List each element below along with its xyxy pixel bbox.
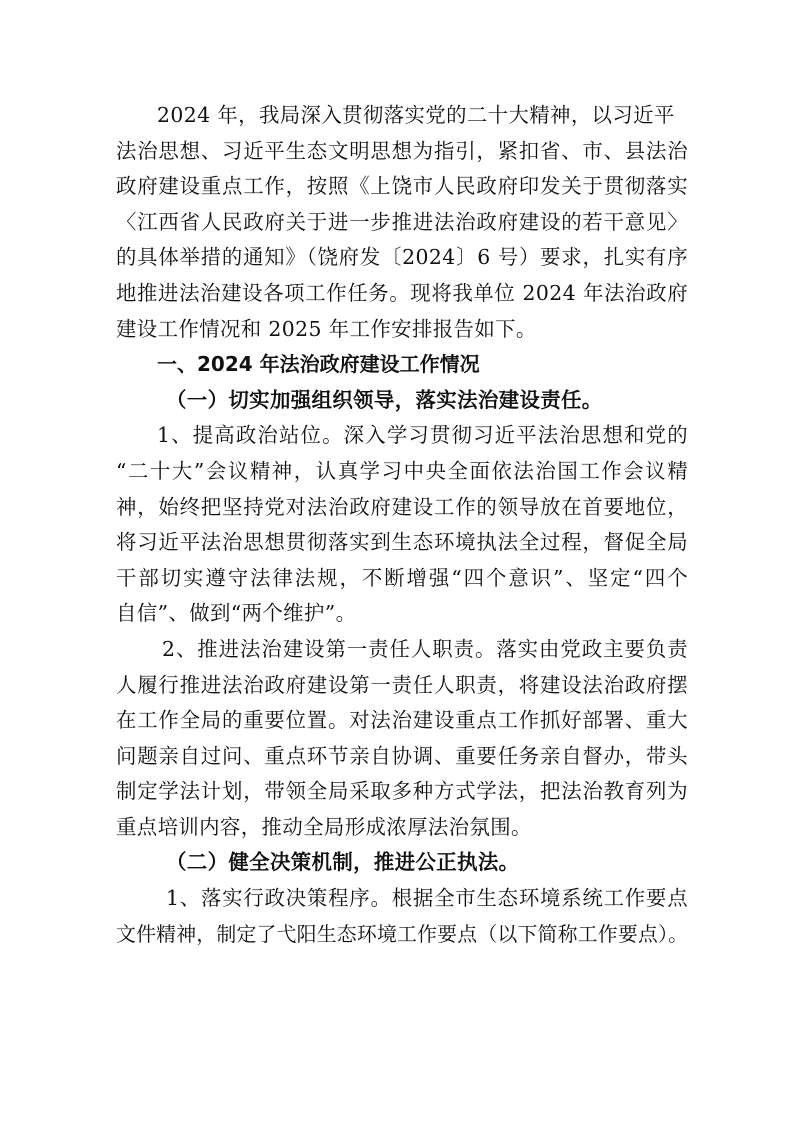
document-body bbox=[116, 98, 688, 952]
subsection-heading: （一）切实加强组织领导，落实法治建设责任。 bbox=[166, 387, 603, 412]
paragraph-line: 2024 年，我局深入贯彻落实党的二十大精神，以习近平 bbox=[157, 103, 675, 127]
paragraph-line: 建设工作情况和 2025 年工作安排报告如下。 bbox=[116, 316, 537, 341]
paragraph-line: 问题亲自过问、重点环节亲自协调、重要任务亲自督办，带头 bbox=[116, 743, 688, 768]
paragraph-line: 的具体举措的通知》（饶府发〔2024〕6 号）要求，扎实有序 bbox=[116, 245, 688, 270]
paragraph-line: 1、提高政治站位。深入学习贯彻习近平法治思想和党的 bbox=[157, 423, 688, 448]
paragraph-line: 在工作全局的重要位置。对法治建设重点工作抓好部署、重大 bbox=[116, 708, 688, 733]
paragraph-line: 将习近平法治思想贯彻落实到生态环境执法全过程，督促全局 bbox=[116, 530, 688, 555]
paragraph-line: 2、推进法治建设第一责任人职责。落实由党政主要负责 bbox=[162, 636, 688, 661]
paragraph-line: 〈江西省人民政府关于进一步推进法治政府建设的若干意见〉 bbox=[116, 209, 688, 234]
subsection-heading: （二）健全决策机制，推进公正执法。 bbox=[166, 850, 520, 875]
paragraph-line: 神，始终把坚持党对法治政府建设工作的领导放在首要地位， bbox=[116, 494, 688, 519]
paragraph-line: 重点培训内容，推动全局形成浓厚法治氛围。 bbox=[116, 814, 532, 839]
paragraph-line: 政府建设重点工作，按照《上饶市人民政府印发关于贯彻落实 bbox=[116, 174, 688, 199]
paragraph-line: 人履行推进法治政府建设第一责任人职责，将建设法治政府摆 bbox=[116, 672, 688, 697]
paragraph-line: 法治思想、习近平生态文明思想为指引，紧扣省、市、县法治 bbox=[116, 138, 688, 163]
paragraph-line: 制定学法计划，带领全局采取多种方式学法，把法治教育列为 bbox=[116, 779, 688, 804]
paragraph-line: 干部切实遵守法律法规，不断增强“四个意识”、坚定“四个 bbox=[116, 565, 688, 590]
paragraph-line: 地推进法治建设各项工作任务。现将我单位 2024 年法治政府 bbox=[116, 280, 688, 305]
paragraph-line: 1、落实行政决策程序。根据全市生态环境系统工作要点 bbox=[166, 886, 688, 911]
section-heading: 一、2024 年法治政府建设工作情况 bbox=[157, 352, 480, 377]
paragraph-line: 文件精神，制定了弋阳生态环境工作要点（以下简称工作要点）。 bbox=[116, 922, 688, 946]
paragraph-line: 自信”、做到“两个维护”。 bbox=[116, 601, 357, 626]
paragraph-line: “二十大”会议精神，认真学习中央全面依法治国工作会议精 bbox=[116, 458, 688, 483]
